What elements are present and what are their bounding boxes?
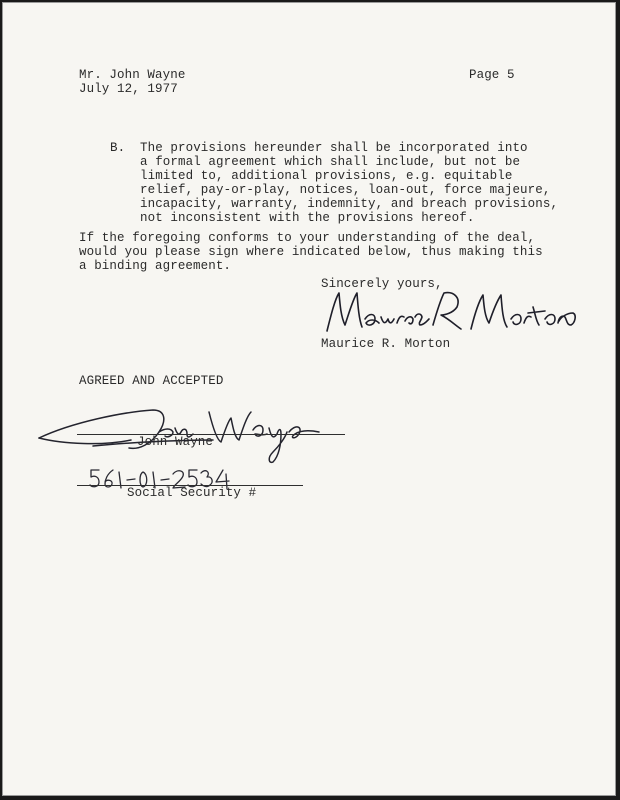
letter-page — [2, 2, 616, 796]
closing-paragraph-line: If the foregoing conforms to your understanding of the deal, — [79, 231, 536, 245]
clause-line: The provisions hereunder shall be incorporated into — [140, 141, 528, 155]
closing-paragraph-line: would you please sign where indicated below, thus making this — [79, 245, 543, 259]
page-number: Page 5 — [469, 68, 515, 82]
clause-line: relief, pay-or-play, notices, loan-out, force majeure, — [140, 183, 551, 197]
recipient-name: Mr. John Wayne — [79, 68, 186, 82]
closing-paragraph-line: a binding agreement. — [79, 259, 232, 273]
ssn-label: Social Security # — [127, 486, 257, 500]
signer-label: John Wayne — [137, 435, 214, 449]
clause-line: not inconsistent with the provisions hereof. — [140, 211, 475, 225]
salutation: Sincerely yours, — [321, 277, 443, 291]
clause-line: incapacity, warranty, indemnity, and breach provisions, — [140, 197, 559, 211]
letter-date: July 12, 1977 — [79, 82, 178, 96]
clause-letter: B. — [110, 141, 126, 155]
signer-name: Maurice R. Morton — [321, 337, 451, 351]
acceptance-heading: AGREED AND ACCEPTED — [79, 374, 224, 388]
maurice-morton-signature — [321, 285, 581, 343]
clause-line: limited to, additional provisions, e.g. equitable — [140, 169, 513, 183]
john-wayne-signature — [33, 398, 333, 468]
clause-line: a formal agreement which shall include, but not be — [140, 155, 521, 169]
